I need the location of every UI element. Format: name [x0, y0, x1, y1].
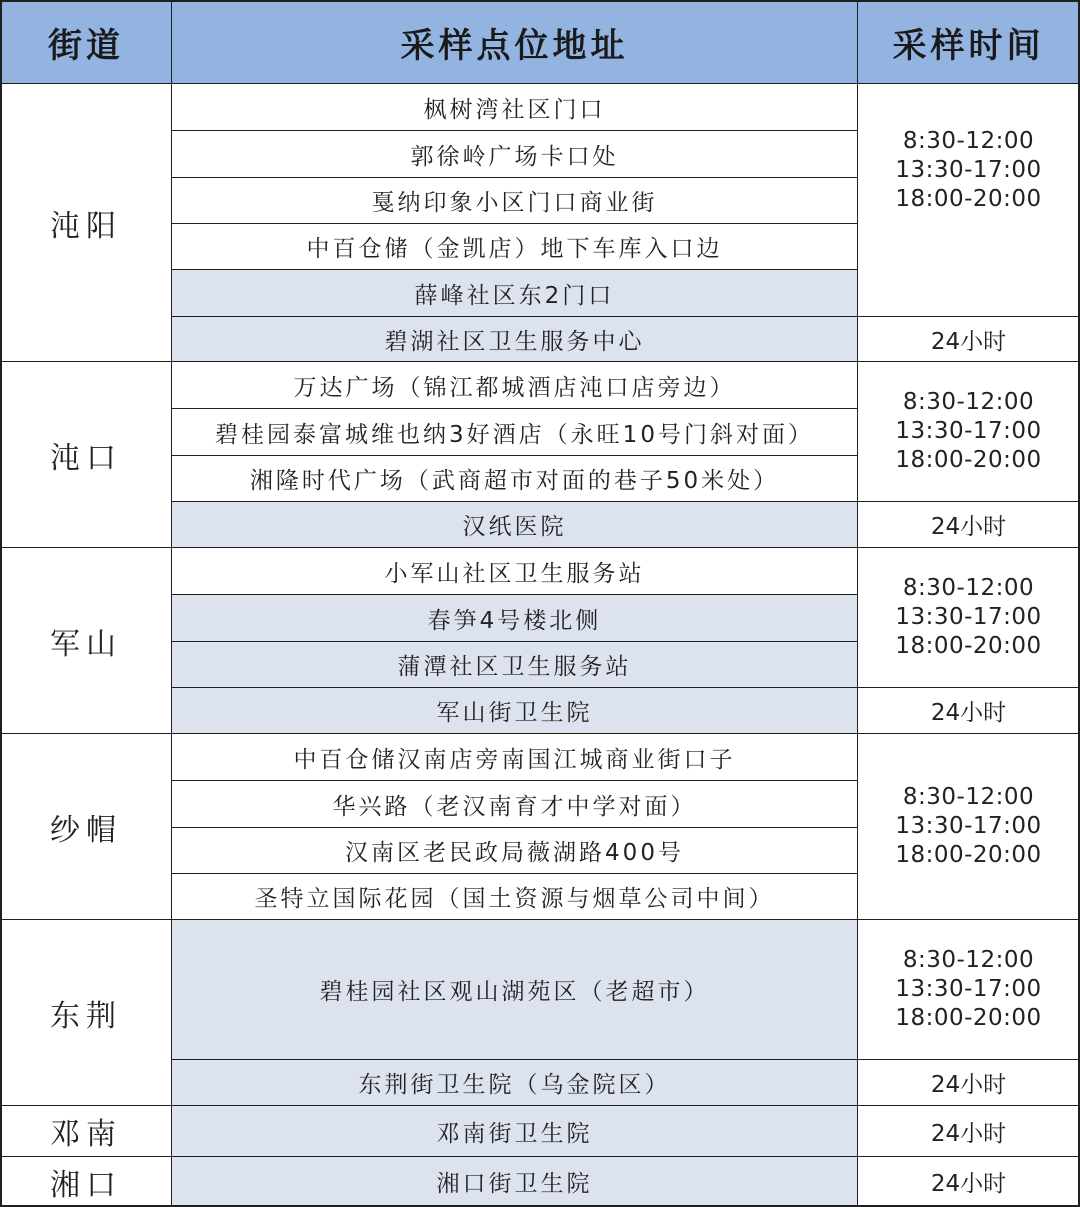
header-address: 采样点位地址 — [171, 0, 858, 84]
time-line: 13:30-17:00 — [895, 156, 1042, 183]
time-cell — [857, 919, 1080, 1060]
street-cell: 军山 — [0, 547, 172, 734]
address-cell: 汉南区老民政局薇湖路400号 — [171, 827, 858, 874]
time-cell-24h: 24小时 — [857, 1156, 1080, 1207]
header-street: 街道 — [0, 0, 172, 84]
street-cell: 纱帽 — [0, 733, 172, 920]
time-line: 18:00-20:00 — [895, 1005, 1042, 1031]
address-cell: 枫树湾社区门口 — [171, 83, 858, 131]
address-cell: 汉纸医院 — [171, 501, 858, 548]
time-cell-24h: 24小时 — [857, 1105, 1080, 1157]
address-cell: 东荆街卫生院（乌金院区） — [171, 1059, 858, 1106]
time-line: 13:30-17:00 — [895, 813, 1042, 839]
address-cell: 军山街卫生院 — [171, 687, 858, 734]
time-line: 8:30-12:00 — [902, 575, 1035, 601]
address-cell: 薛峰社区东2门口 — [171, 269, 858, 317]
address-cell: 湘口街卫生院 — [171, 1156, 858, 1207]
time-cell — [857, 361, 1080, 502]
address-cell: 华兴路（老汉南育才中学对面） — [171, 780, 858, 828]
address-cell: 碧湖社区卫生服务中心 — [171, 316, 858, 362]
time-cell — [857, 733, 1080, 920]
address-cell: 郭徐岭广场卡口处 — [171, 130, 858, 178]
time-line: 18:00-20:00 — [895, 633, 1042, 659]
header-time: 采样时间 — [857, 0, 1080, 84]
time-cell-24h: 24小时 — [857, 1059, 1080, 1106]
address-cell: 春笋4号楼北侧 — [171, 594, 858, 642]
time-cell-24h: 24小时 — [857, 687, 1080, 734]
time-cell — [857, 83, 1080, 317]
time-line: 8:30-12:00 — [902, 784, 1035, 810]
street-cell: 邓南 — [0, 1105, 172, 1157]
address-cell: 圣特立国际花园（国土资源与烟草公司中间） — [171, 873, 858, 920]
time-line: 18:00-20:00 — [895, 185, 1042, 212]
time-cell-24h: 24小时 — [857, 316, 1080, 362]
street-cell: 沌口 — [0, 361, 172, 548]
address-cell: 邓南街卫生院 — [171, 1105, 858, 1157]
street-cell: 东荆 — [0, 919, 172, 1106]
time-line: 8:30-12:00 — [902, 947, 1035, 973]
address-cell: 湘隆时代广场（武商超市对面的巷子50米处） — [171, 455, 858, 502]
address-cell: 碧桂园社区观山湖苑区（老超市） — [171, 919, 858, 1060]
address-cell: 小军山社区卫生服务站 — [171, 547, 858, 595]
time-cell — [857, 547, 1080, 688]
time-cell-24h: 24小时 — [857, 501, 1080, 548]
address-cell: 蒲潭社区卫生服务站 — [171, 641, 858, 688]
time-line: 8:30-12:00 — [902, 389, 1035, 415]
time-line: 13:30-17:00 — [895, 604, 1042, 630]
time-line: 18:00-20:00 — [895, 842, 1042, 868]
street-cell: 沌阳 — [0, 83, 172, 362]
time-line: 13:30-17:00 — [895, 418, 1042, 444]
time-line: 18:00-20:00 — [895, 447, 1042, 473]
address-cell: 中百仓储汉南店旁南国江城商业街口子 — [171, 733, 858, 781]
address-cell: 中百仓储（金凯店）地下车库入口边 — [171, 223, 858, 270]
time-line: 8:30-12:00 — [902, 127, 1035, 154]
street-cell: 湘口 — [0, 1156, 172, 1207]
address-cell: 戛纳印象小区门口商业街 — [171, 177, 858, 224]
address-cell: 碧桂园泰富城维也纳3好酒店（永旺10号门斜对面） — [171, 408, 858, 456]
time-line: 13:30-17:00 — [895, 976, 1042, 1002]
address-cell: 万达广场（锦江都城酒店沌口店旁边） — [171, 361, 858, 409]
